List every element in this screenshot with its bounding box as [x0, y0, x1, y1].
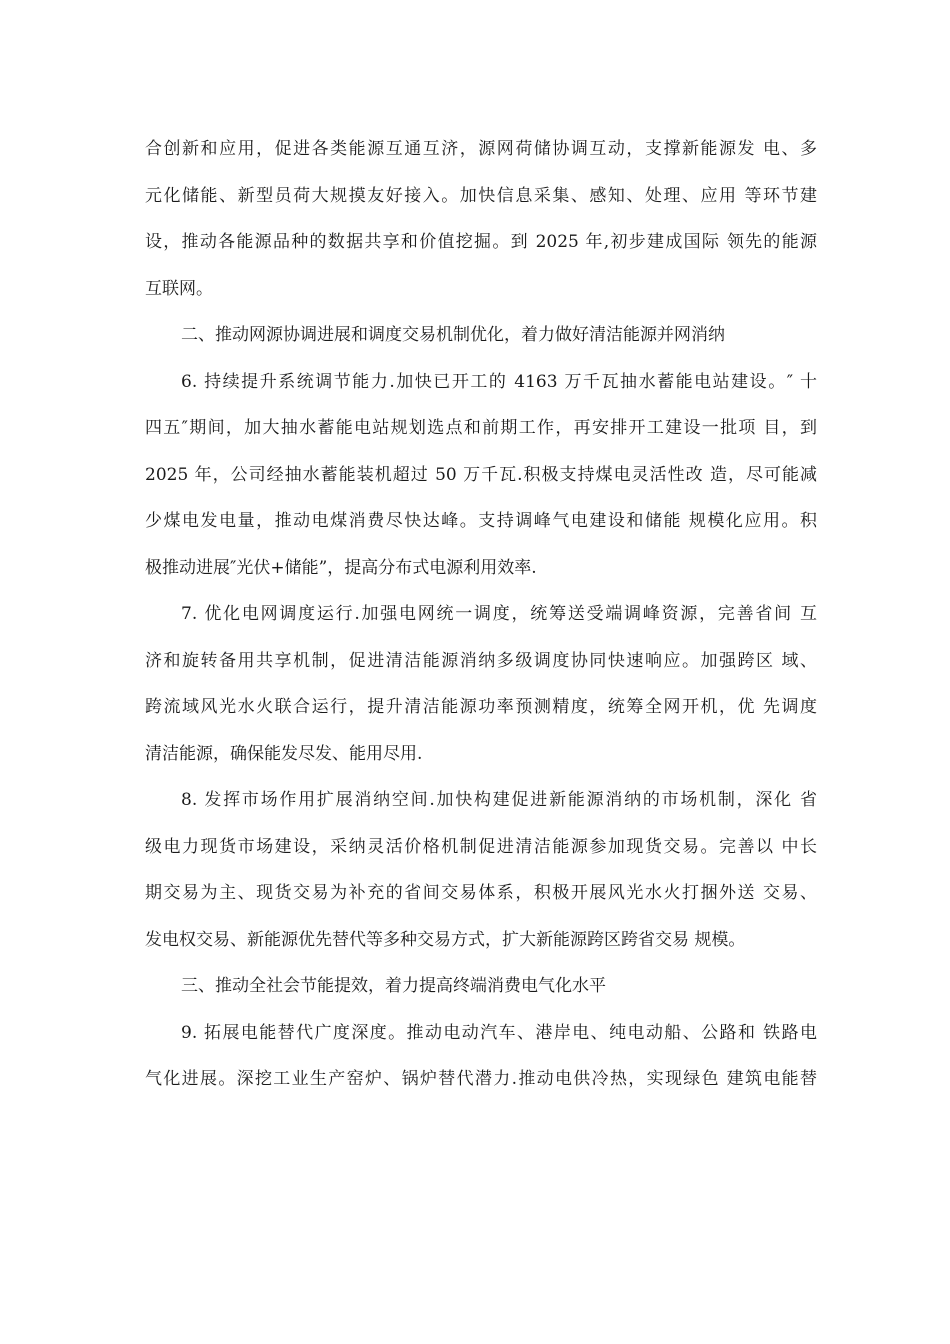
section-heading-3: [145, 963, 817, 1010]
text-line: 发电权交易、新能源优先替代等多种交易方式，扩大新能源跨区跨省交易 规模。: [145, 929, 746, 950]
text-line: 8. 发挥市场作用扩展消纳空间.加快构建促进新能源消纳的市场机制，深化 省: [181, 790, 817, 810]
text-line: 元化储能、新型员荷大规摸友好接入。加快信息采集、感知、处理、应用 等环节建: [145, 185, 817, 206]
text-line: 7. 优化电网调度运行.加强电网统一调度，统筹送受端调峰资源，完善省间 互: [181, 604, 817, 624]
section-heading-2: [145, 312, 817, 359]
text-line: 2025 年，公司经抽水蓄能装机超过 50 万千瓦.积极支持煤电灵活性改 造，尽可能减: [145, 464, 817, 485]
text-line: 合创新和应用，促进各类能源互通互济，源网荷储协调互动，支撑新能源发 电、多: [145, 139, 817, 159]
text-line: 气化进展。深挖工业生产窑炉、锅炉替代潜力.推动电供冷热，实现绿色 建筑电能替: [145, 1069, 817, 1089]
document-body: [145, 126, 817, 1103]
paragraph-item-6: [145, 359, 817, 592]
paragraph-item-9: [145, 1010, 817, 1103]
text-line: 设，推动各能源品种的数据共享和价值挖掘。到 2025 年,初步建成国际 领先的能源: [145, 232, 817, 252]
text-line: 6. 持续提升系统调节能力.加快已开工的 4163 万千瓦抽水蓄能电站建设。″ 十: [181, 371, 817, 392]
text-line: 极推动进展″光伏+储能”，提高分布式电源利用效率.: [145, 557, 537, 578]
heading-text: 二、推动网源协调进展和调度交易机制优化，着力做好清洁能源并网消纳: [181, 325, 725, 345]
text-line: 四五″期间，加大抽水蓄能电站规划选点和前期工作，再安排开工建设一批项 目，到: [145, 418, 817, 438]
text-line: 少煤电发电量，推动电煤消费尽快达峰。支持调峰气电建设和储能 规模化应用。积: [145, 511, 817, 531]
text-line: 级电力现货市场建设，采纳灵活价格机制促进清洁能源参加现货交易。完善以 中长: [145, 836, 817, 857]
text-line: 互联网。: [145, 278, 213, 299]
text-line: 期交易为主、现货交易为补充的省间交易体系，积极开展风光水火打捆外送 交易、: [145, 883, 817, 903]
paragraph-item-7: [145, 591, 817, 777]
text-line: 9. 拓展电能替代广度深度。推动电动汽车、港岸电、纯电动船、公路和 铁路电: [181, 1022, 817, 1043]
text-line: 跨流域风光水火联合运行，提升清洁能源功率预测精度，统筹全网开机，优 先调度: [145, 697, 817, 717]
paragraph-continuation: [145, 126, 817, 312]
heading-text: 三、推动全社会节能提效，着力提高终端消费电气化水平: [181, 976, 606, 996]
text-line: 清洁能源，确保能发尽发、能用尽用.: [145, 743, 423, 764]
text-line: 济和旋转备用共享机制，促进清洁能源消纳多级调度协同快速响应。加强跨区 域、: [145, 650, 817, 671]
paragraph-item-8: [145, 777, 817, 963]
